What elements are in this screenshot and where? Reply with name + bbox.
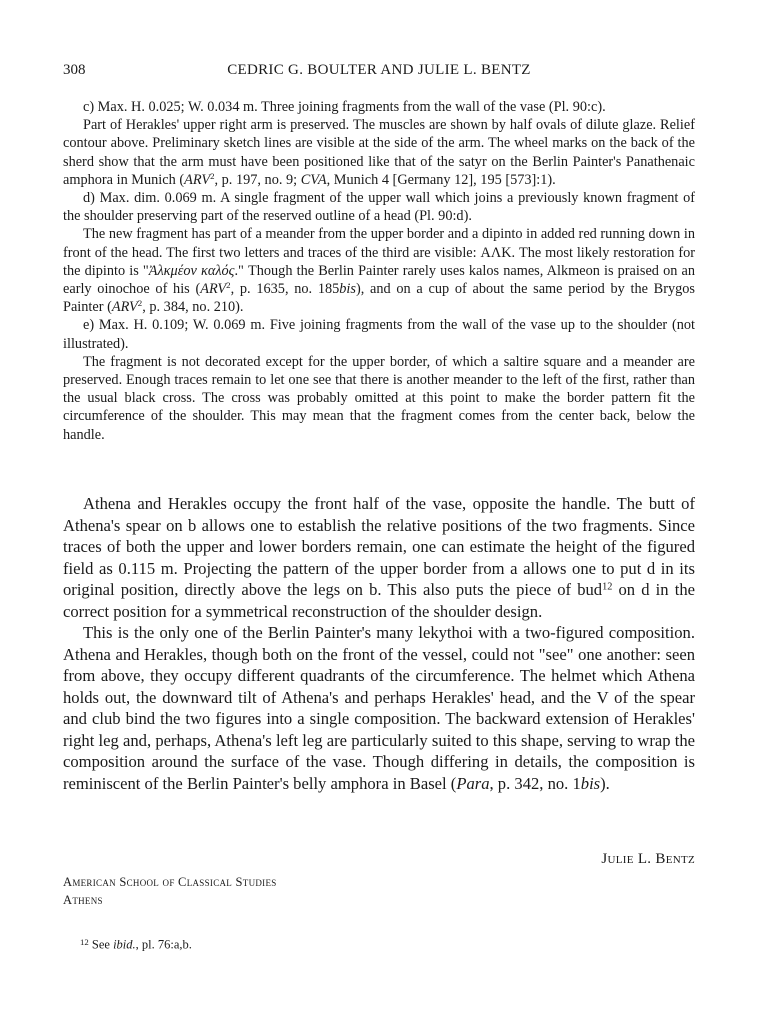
author-signature: Julie L. Bentz — [601, 851, 695, 867]
entry-e-heading: e) Max. H. 0.109; W. 0.069 m. Five joining fragments from the wall of the vase up to the shoulder (not illustrated). — [63, 317, 695, 352]
arv-citation: ARV — [184, 171, 211, 188]
footnote-number: 12 — [80, 937, 89, 947]
affiliation-city: Athens — [63, 893, 103, 907]
entry-e-description: The fragment is not decorated except for the upper border, of which a saltire square and a meander are preserved. Enough traces remain to let one see that there is another meander to the left of the first, rather than the usual black cross. The cross was probably omitted at this point to make the border pattern fit the circumference of the shoulder. This may mean that the fragment comes from the center back, below the handle. — [63, 353, 695, 443]
para-citation: Para — [456, 773, 490, 793]
entry-d-heading: d) Max. dim. 0.069 m. A single fragment of the upper wall which joins a previously known fragment of the shoulder preserving part of the reserved outline of a head (Pl. 90:d). — [63, 190, 695, 225]
main-body-text — [63, 493, 695, 794]
entry-c-description: Part of Herakles' upper right arm is preserved. The muscles are shown by half ovals of dilute glaze. Relief contour above. Preliminary sketch lines are visible at the side of the arm. The wheel marks on the back of the sherd show that the arm must have been positioned like that of the satyr on the Berlin Painter's Panathenaic amphora in Munich (ARV$^2$, p. 197, no. 9; CVA, Munich 4 [Germany 12], 195 [573]:1). — [63, 117, 695, 188]
cva-citation: CVA — [300, 171, 327, 188]
body-paragraph: Athena and Herakles occupy the front half of the vase, opposite the handle. The butt of Athena's spear on b allows one to establish the relative positions of the two fragments. Since traces of both the upper and lower borders remain, one can estimate the height of the figured field as 0.115 m. Projecting the pattern of the upper border from a allows one to put d in its original position, directly above the legs on b. This also puts the piece of bud$^{12}$ on d in the correct position for a symmetrical reconstruction of the shoulder design. — [63, 494, 695, 621]
page-number: 308 — [63, 62, 86, 78]
footnote-reference[interactable]: 12 — [602, 581, 613, 593]
arv-citation: ARV — [200, 281, 227, 298]
author-affiliation — [63, 873, 277, 909]
arv-citation: ARV — [111, 299, 138, 316]
running-title: CEDRIC G. BOULTER AND JULIE L. BENTZ — [227, 62, 531, 78]
catalogue-entries — [63, 98, 695, 444]
entry-d-description: The new fragment has part of a meander from the upper border and a dipinto in added red running down in front of the head. The first two letters and traces of the third are visible: ΑΛΚ. The most likely restoration for the dipinto is "Ἀλκμέον καλός." Though the Berlin Painter rarely uses kalos names, Alkmeon is praised on an early oinochoe of his (ARV$^2$, p. 1635, no. 185bis), and on a cup of about the same period by the Brygos Painter (ARV$^2$, p. 384, no. 210). — [63, 226, 695, 316]
footnote: $^{12}$ See ibid., pl. 76:a,b. — [80, 937, 192, 952]
greek-inscription: Ἀλκμέον καλός — [148, 262, 235, 279]
body-paragraph: This is the only one of the Berlin Painter's many lekythoi with a two-figured composition. Athena and Herakles, though both on the front of the vessel, could not "see" one another: seen from above, they occupy different quadrants of the circumference. The helmet which Athena holds out, the downward tilt of Athena's and perhaps Herakles' head, and the V of the spear and club bind the two figures into a single composition. The backward extension of Herakles' right leg and, perhaps, Athena's left leg are particularly suited to this shape, serving to wrap the composition around the surface of the vase. Though differing in details, the composition is reminiscent of the Berlin Painter's belly amphora in Basel (Para, p. 342, no. 1bis). — [63, 623, 695, 793]
affiliation-institution: American School of Classical Studies — [63, 875, 277, 889]
entry-c-heading: c) Max. H. 0.025; W. 0.034 m. Three joining fragments from the wall of the vase (Pl. 90:c). — [83, 99, 606, 115]
page-header — [63, 62, 695, 82]
